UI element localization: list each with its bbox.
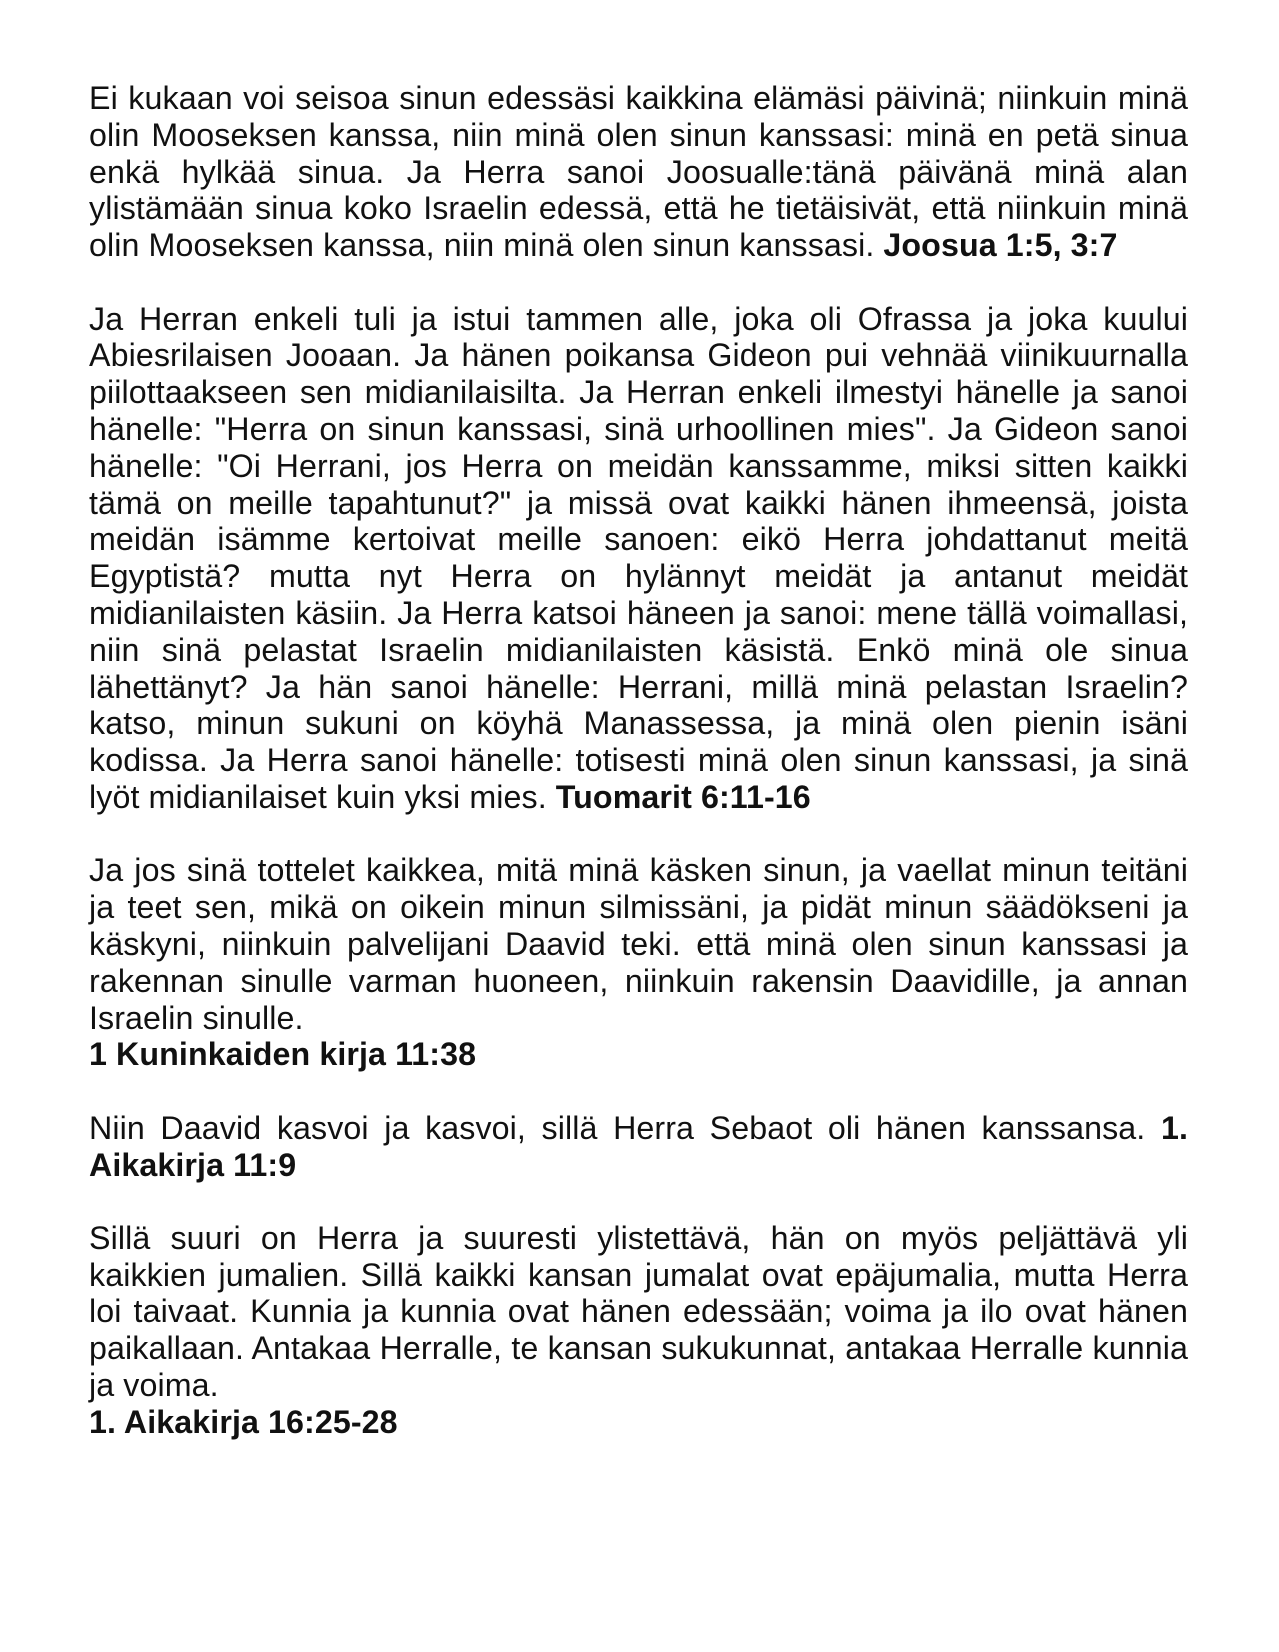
passage-text: Sillä suuri on Herra ja suuresti ylistettävä, hän on myös peljättävä yli kaikkien jumalien. Sillä kaikki kansan jumalat ovat epäjumalia, mutta Herra loi taivaat. Kunnia ja kunnia ovat hänen edessään; voima ja ilo ovat hänen paikallaan. Antakaa Herralle, te kansan sukukunnat, antakaa Herralle kunnia ja voima.	[89, 1219, 1188, 1404]
scripture-passage	[89, 1220, 1188, 1441]
scripture-reference: 1. Aikakirja 11:9	[89, 1109, 1188, 1183]
scripture-passage	[89, 80, 1188, 264]
scripture-reference: Tuomarit 6:11-16	[555, 778, 811, 815]
scripture-passage	[89, 1110, 1188, 1184]
passage-text: Ei kukaan voi seisoa sinun edessäsi kaikkina elämäsi päivinä; niinkuin minä olin Mooseksen kanssa, niin minä olen sinun kanssasi: minä en petä sinua enkä hylkää sinua. Ja Herra sanoi Joosualle:tänä päivänä minä alan ylistämään sinua koko Israelin edessä, että he tietäisivät, että niinkuin minä olin Mooseksen kanssa, niin minä olen sinun kanssasi.	[89, 80, 1188, 264]
scripture-passage	[89, 301, 1188, 816]
scripture-reference: Joosua 1:5, 3:7	[883, 227, 1118, 264]
scripture-reference: 1 Kuninkaiden kirja 11:38	[89, 1036, 477, 1073]
document-page	[89, 80, 1188, 1477]
passage-text: Niin Daavid kasvoi ja kasvoi, sillä Herra Sebaot oli hänen kanssansa.	[89, 1109, 1146, 1146]
scripture-passage	[89, 852, 1188, 1073]
passage-text: Ja jos sinä tottelet kaikkea, mitä minä käsken sinun, ja vaellat minun teitäni ja teet sen, mikä on oikein minun silmissäni, ja pidät minun säädökseni ja käskyni, niinkuin palvelijani Daavid teki. että minä olen sinun kanssasi ja rakennan sinulle varman huoneen, niinkuin rakensin Daavidille, ja annan Israelin sinulle.	[89, 852, 1188, 1036]
scripture-reference: 1. Aikakirja 16:25-28	[89, 1403, 398, 1440]
passage-text: Ja Herran enkeli tuli ja istui tammen alle, joka oli Ofrassa ja joka kuului Abiesrilaisen Jooaan. Ja hänen poikansa Gideon pui vehnää viinikuurnalla piilottaakseen sen midianilaisilta. Ja Herran enkeli ilmestyi hänelle ja sanoi hänelle: "Herra on sinun kanssasi, sinä urhoollinen mies". Ja Gideon sanoi hänelle: "Oi Herrani, jos Herra on meidän kanssamme, miksi sitten kaikki tämä on meille tapahtunut?" ja missä ovat kaikki hänen ihmeensä, joista meidän isämme kertoivat meille sanoen: eikö Herra johdattanut meitä Egyptistä? mutta nyt Herra on hylännyt meidät ja antanut meidät midianilaisten käsiin. Ja Herra katsoi häneen ja sanoi: mene tällä voimallasi, niin sinä pelastat Israelin midianilaisten käsistä. Enkö minä ole sinua lähettänyt? Ja hän sanoi hänelle: Herrani, millä minä pelastan Israelin? katso, minun sukuni on köyhä Manassessa, ja minä olen pienin isäni kodissa. Ja Herra sanoi hänelle: totisesti minä olen sinun kanssasi, ja sinä lyöt midianilaiset kuin yksi mies.	[89, 300, 1188, 815]
